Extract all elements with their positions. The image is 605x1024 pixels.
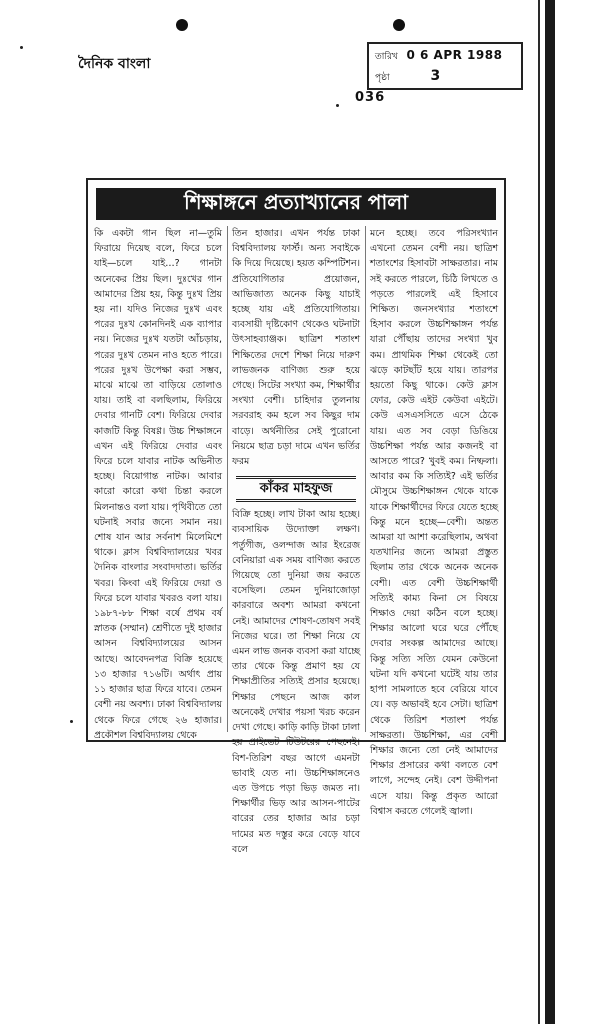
article-column-1 [94,226,222,741]
date-stamp [367,42,523,90]
article-columns [94,226,500,855]
newspaper-clipping [86,178,506,855]
article-column-3 [370,226,498,817]
article-text: তিন হাজার। এখন পর্যন্ত ঢাকা বিশ্ববিদ্যালয় ফার্স্ট। অন্য সবাইকে কি দিয়ে দিয়েছে। হয়ত কম্পিটিশন। প্রতিযোগিতার প্রয়োজন, আভিজাত্য অনেক কিছু যাচাই হচ্ছে যায় এই প্রতিযোগিতায়। ব্যবসায়ী দৃষ্টিকোণ থেকেও ঘটনাটা উৎসাহব্যাঞ্জক। ছাত্রিশ শতাংশ শিক্ষিতের দেশে শিক্ষা নিয়ে দারুণ লাভজনক বাণিজ্য শুরু হয়ে গেছে। সিটের সংখ্যা কম, শিক্ষার্থীর সংখ্যা বেশী। চাহিদার তুলনায় সরবরাহ কম হলে সব কিছুর দাম বাড়ে। অর্থনীতির সেই পুরোনো নিয়মে ছাত্র চড়া দামে এখন ভর্তির ফরম [232,228,360,468]
scan-speck [20,46,23,49]
date-label: তারিখ [375,52,398,62]
page-value: 3 [430,68,441,84]
date-value: 0 6 APR 1988 [406,48,503,62]
page-edge-line [538,0,540,1024]
punch-hole [176,19,188,31]
article-text: বিক্রি হচ্ছে। লাখ টাকা আয় হচ্ছে। ব্যবসায়িক উদ্যোক্তা লক্ষণ। পর্তুগীজ, ওলন্দাজ আর ইংরেজ বেনিয়ারা এক সময় বাণিজ্য করতে গিয়েছে তো দুনিয়া জয় করতে বসেছিল। তেমন দুনিয়াজোড়া কারবারে অবশ্য আমরা কখনো নেই। আমাদের শোষণ-তোষণ সবই নিজের ঘরে। তা শিক্ষা নিয়ে যে এমন লাভ জনক ব্যবসা করা যাচ্ছে তার থেকে কিন্তু প্রমাণ হয় যে শিক্ষাপ্রীতির সত্যিই প্রসার হয়েছে। শিক্ষার পেছনে আজ কাল অনেকেই দেখার পয়সা খরচ করেন দেখা গেছে। কাড়ি কাড়ি টাকা ঢালা হয় প্রাইভেট টিউটরের পেছনেই। বিশ-তিরিশ বছর আগে এমনটা ভাবাই যেত না। উচ্চশিক্ষাঙ্গনেও এত উপচে পড়া ভিড় জমত না। শিক্ষার্থীর ভিড় আর আসন-পাটের বারের তের হাজার আর চড়া দামের মত দস্তুর করে বেড়ে যাবে বলে [232,509,360,855]
article-column-2 [232,226,360,855]
scan-speck [70,720,73,723]
article-text: কি একটা গান ছিল না—তুমি ফিরায়ে দিয়েছ বলে, ফিরে চলে যাই—চলে যাই…? গানটা অনেকের প্রিয় ছিল। দুঃখের গান আমাদের প্রিয় হয়, কিন্তু দুঃখ প্রিয় হয় না। যদিও নিজের দুঃখ এবং পরের দুঃখ কোনদিনই এক ব্যাপার নয়। নিজের দুঃখ যতটা আঁচড়ায়, পরের দুঃখ তেমন নাও হতে পারে। পরের দুঃখ উপেক্ষা করা সম্ভব, মাঝে মাঝে তা বাড়িয়ে তোলাও যায়। তাই বা বলছিলাম, ফিরিয়ে দেবার গানটি বেশ। ফিরিয়ে দেবার কাজটি কিন্তু বিষণ্ণ। উচ্চ শিক্ষাঙ্গনে এখন এই ফিরিয়ে দেবার এবং ফিরে চলে যাবার নাটক অভিনীত হচ্ছে। বিয়োগান্ত নাটক। আবার কারো কারো কথা চিন্তা করলে মিলনান্তও বলা যায়। পৃথিবীতে তো ঘটনাই সবার জন্যে সমান নয়। শোষ যান আর সর্বনাশ মিলেমিশে থাকে। ক্লাস বিশ্ববিদ্যালয়ের খবর দৈনিক বাংলার সংবাদদাতা। ভর্তির খবর। কিংবা এই ফিরিয়ে দেয়া ও ফিরে চলে যাবার খবরও বলা যায়। ১৯৮৭-৮৮ শিক্ষা বর্ষে প্রথম বর্ষ স্নাতক (সম্মান) শ্রেণীতে দুই হাজার আসন বিশ্ববিদ্যালয়ের আসন আছে। আবেদনপত্র বিক্রি হয়েছে ১৩ হাজার ৭১৬টি। অর্থাৎ প্রায় ১১ হাজার ছাত্র ফিরে যাবে। তেমন বেশী নয় অবশ্য। ঢাকা বিশ্ববিদ্যালয় থেকে ফিরে গেছে ২৬ হাজার। প্রকৌশল বিশ্ববিদ্যালয় থেকে [94,228,222,741]
publication-name: দৈনিক বাংলা [78,56,151,72]
scan-speck [336,104,339,107]
article-text: মনে হচ্ছে। তবে পরিসংখ্যান এখনো তেমন বেশী নয়। ছাত্রিশ শতাংশের হিসাবটা সাক্ষরতার। নাম সই করতে পারলে, চিঠি লিখতে ও পড়তে পারলেই এই হিসাবে শিক্ষিত। জনসংখ্যার শতাংশে হিসাব করলে উচ্চশিক্ষাঙ্গন পর্যন্ত যারা পৌঁছায় তাদের সংখ্যা খুব কম। প্রাথমিক শিক্ষা থেকেই তো ঝড়ে কাটছাঁট হয়ে যায়। তারপর হয়তো কিছু থাকে। কেউ ক্লাস ফোর, কেউ এইট কেউবা এইটে। কেউ এসএসসিতে এসে ঠেকে যায়। এত সব বেড়া ডিঙিয়ে উচ্চশিক্ষা পর্যন্ত আর কজনই বা আসতে পারে? খুবই কম। নিষ্ফলা। আবার কম কি সত্যিই? এই ভর্তির মৌসুমে উচ্চশিক্ষাঙ্গন থেকে যাকে যাকে শিক্ষার্থীদের ফিরে যেতে হচ্ছে কিন্তু মনে হচ্ছে—বেশী। অন্তত আমরা যা আশা করেছিলাম, অথবা যতখানির জন্যে আমরা প্রস্তুত ছিলাম তার থেকে অনেক অনেক বেশী। এত বেশী উচ্চশিক্ষার্থী সত্যিই কাম্য কিনা সে বিষয়ে শিক্ষাও দেয়া কঠিন বলে হচ্ছে। শিক্ষার আলো ঘরে ঘরে পৌঁছে দেবার সংকল্প আমাদের আছে। কিন্তু সত্যি সত্যি যেমন কেউনো ঘটনা যদি কখনো ঘটেই যায় তার হাপা সামলাতে হবে বেরিয়ে যাবে যে। বড় অভাবই হবে সেটা। ছাত্রিশ থেকে তিরিশ শতাংশ পর্যন্ত সাক্ষরতা। উচ্চশিক্ষা, এর বেশী শিক্ষার জন্যে তো নেই আমাদের শিক্ষার প্রসারের কথা বলতে বেশ লাগে, সন্দেহ নেই। বেশ উদ্দীপনা এসে যায়। কিন্তু প্রকৃত আরো বিশ্বাস করতে গেলেই জ্বালা। [370,228,498,817]
column-divider [365,226,366,732]
page-edge-shadow [545,0,555,1024]
byline: কাঁকর মাহফুজ [236,476,356,502]
page-label: পৃষ্ঠা [375,73,390,83]
headline: শিক্ষাঙ্গনে প্রত্যাখ্যানের পালা [96,188,496,220]
folio-number: 036 [355,90,386,105]
column-divider [227,226,228,732]
punch-hole [393,19,405,31]
